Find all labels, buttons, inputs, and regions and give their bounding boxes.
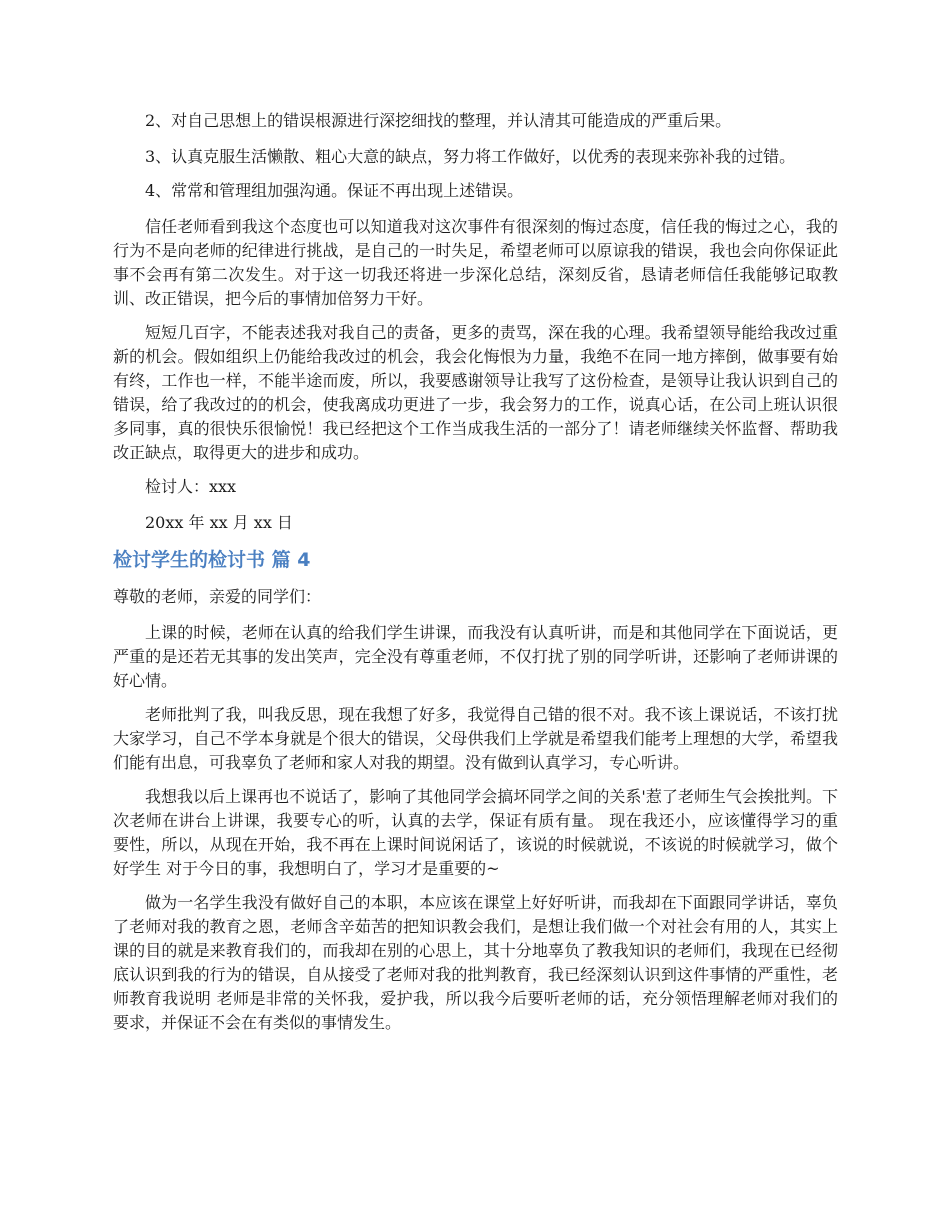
section-heading: 检讨学生的检讨书 篇 4 — [113, 549, 311, 571]
list-item-2: 2、对自己思想上的错误根源进行深挖细找的整理，并认清其可能造成的严重后果。 — [145, 111, 732, 130]
body-paragraph: 短短几百字，不能表述我对我自己的责备，更多的责骂，深在我的心理。我希望领导能给我改过重新的机会。假如组织上仍能给我改过的机会，我会化悔恨为力量，我绝不在同一地方摔倒，做事要有始有终，工作也一样，不能半途而废，所以，我要感谢领导让我写了这份检查，是领导让我认识到自己的错误，给了我改过的的机会，使我离成功更进了一步，我会努力的工作，说真心话，在公司上班认识很多同事，真的很快乐很愉悦！我已经把这个工作当成我生活的一部分了！请老师继续关怀监督、帮助我改正缺点，取得更大的进步和成功。 — [113, 323, 838, 462]
body-paragraph: 做为一名学生我没有做好自己的本职，本应该在课堂上好好听讲，而我却在下面跟同学讲话，辜负了老师对我的教育之恩，老师含辛茹苦的把知识教会我们，是想让我们做一个对社会有用的人，其实上课的目的就是来教育我们的，而我却在别的心思上，其十分地辜负了教我知识的老师们，我现在已经彻底认识到我的行为的错误，自从接受了老师对我的批判教育，我已经深刻认识到这件事情的严重性，老师教育我说明 老师是非常的关怀我，爱护我，所以我今后要听老师的话，充分领悟理解老师对我们的要求，并保证不会在有类似的事情发生。 — [113, 893, 838, 1032]
list-item-3: 3、认真克服生活懒散、粗心大意的缺点，努力将工作做好，以优秀的表现来弥补我的过错。 — [145, 147, 796, 166]
body-paragraph: 信任老师看到我这个态度也可以知道我对这次事件有很深刻的悔过态度，信任我的悔过之心，我的行为不是向老师的纪律进行挑战，是自己的一时失足，希望老师可以原谅我的错误，我也会向你保证此事不会再有第二次发生。对于这一切我还将进一步深化总结，深刻反省，恳请老师信任我能够记取教训、改正错误，把今后的事情加倍努力干好。 — [113, 217, 838, 308]
body-paragraph: 老师批判了我，叫我反思，现在我想了好多，我觉得自己错的很不对。我不该上课说话，不该打扰大家学习，自己不学本身就是个很大的错误，父母供我们上学就是希望我们能考上理想的大学，希望我们能有出息，可我辜负了老师和家人对我的期望。没有做到认真学习，专心听讲。 — [113, 705, 838, 772]
date-line: 20xx 年 xx 月 xx 日 — [145, 513, 293, 532]
signature-line: 检讨人：xxx — [145, 477, 237, 496]
salutation: 尊敬的老师，亲爱的同学们： — [113, 587, 322, 606]
list-item-4: 4、常常和管理组加强沟通。保证不再出现上述错误。 — [145, 181, 524, 200]
body-paragraph: 我想我以后上课再也不说话了，影响了其他同学会搞坏同学之间的关系'惹了老师生气会挨批判。下次老师在讲台上讲课，我要专心的听，认真的去学，保证有质有量。 现在我还小，应该懂得学习的重要性，所以，从现在开始，我不再在上课时间说闲话了，该说的时候就说，不该说的时候就学习，做个好学生 对于今日的事，我想明白了，学习才是重要的~ — [113, 787, 838, 878]
body-paragraph: 上课的时候，老师在认真的给我们学生讲课，而我没有认真听讲，而是和其他同学在下面说话，更严重的是还若无其事的发出笑声，完全没有尊重老师，不仅打扰了别的同学听讲，还影响了老师讲课的好心情。 — [113, 623, 838, 690]
document-body — [113, 109, 838, 1045]
